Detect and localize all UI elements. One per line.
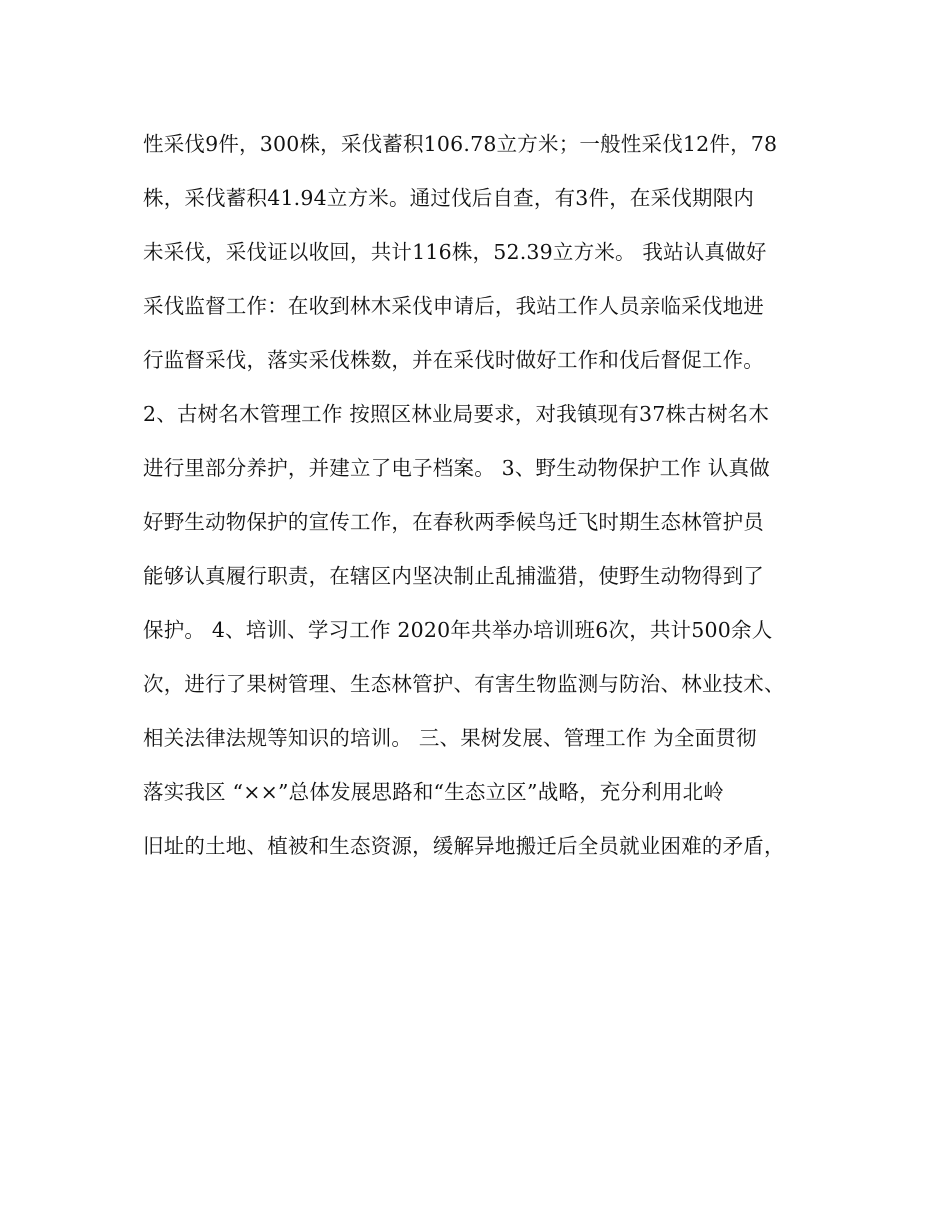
text-line: 行监督采伐，落实采伐株数，并在采伐时做好工作和伐后督促工作。 [143, 348, 764, 372]
text-line: 性采伐9件，300株，采伐蓄积106.78立方米；一般性采伐12件，78 [143, 132, 778, 156]
text-line: 好野生动物保护的宣传工作，在春秋两季候鸟迁飞时期生态林管护员 [143, 510, 764, 534]
text-line: 能够认真履行职责，在辖区内坚决制止乱捕滥猎，使野生动物得到了 [143, 564, 764, 588]
text-line: 2、古树名木管理工作 按照区林业局要求，对我镇现有37株古树名木 [143, 402, 770, 426]
text-line: 采伐监督工作：在收到林木采伐申请后，我站工作人员亲临采伐地进 [143, 294, 764, 318]
text-line: 株，采伐蓄积41.94立方米。通过伐后自查，有3件，在采伐期限内 [143, 186, 755, 210]
text-line: 保护。 4、培训、学习工作 2020年共举办培训班6次，共计500余人 [143, 618, 773, 642]
text-line: 落实我区 “××”总体发展思路和“生态立区”战略，充分利用北岭 [143, 780, 724, 804]
text-line: 未采伐，采伐证以收回，共计116株，52.39立方米。 我站认真做好 [143, 240, 767, 264]
text-line: 旧址的土地、植被和生态资源，缓解异地搬迁后全员就业困难的矛盾， [143, 834, 785, 858]
body-text [143, 127, 823, 883]
text-line: 次，进行了果树管理、生态林管护、有害生物监测与防治、林业技术、 [143, 672, 785, 696]
text-line: 进行里部分养护，并建立了电子档案。 3、野生动物保护工作 认真做 [143, 456, 770, 480]
text-line: 相关法律法规等知识的培训。 三、果树发展、管理工作 为全面贯彻 [143, 726, 757, 750]
